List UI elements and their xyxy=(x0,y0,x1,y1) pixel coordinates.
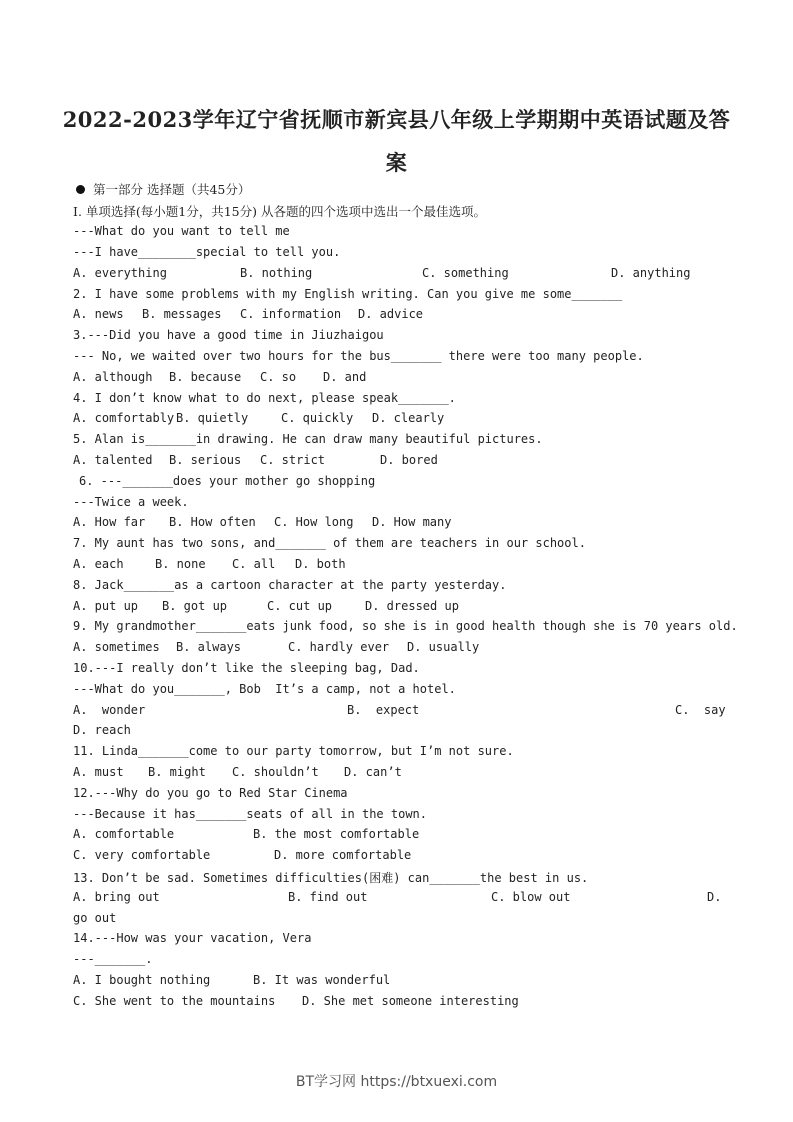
question-9-option-a: A. sometimes xyxy=(73,640,160,654)
question-14-option-c: C. She went to the mountains xyxy=(73,994,276,1008)
question-8-stem: 8. Jack_______as a cartoon character at the party yesterday. xyxy=(73,578,507,592)
question-11-option-d: D. can’t xyxy=(344,765,402,779)
question-3-option-b: B. because xyxy=(169,370,242,384)
question-8-option-c: C. cut up xyxy=(267,599,333,613)
question-4-option-b: B. quietly xyxy=(176,411,249,425)
question-5-option-a: A. talented xyxy=(73,453,153,467)
question-9-option-d: D. usually xyxy=(407,640,480,654)
footer-watermark: BT学习网 https://btxuexi.com xyxy=(295,1074,498,1090)
question-6-line-2: ---Twice a week. xyxy=(73,495,189,509)
question-11-stem: 11. Linda_______come to our party tomorrow, but I’m not sure. xyxy=(73,744,514,758)
question-14-option-d: D. She met someone interesting xyxy=(302,994,519,1008)
document-title: 2022-2023学年辽宁省抚顺市新宾县八年级上学期期中英语试题及答 xyxy=(62,107,731,132)
question-12-option-d: D. more comfortable xyxy=(274,848,412,862)
question-6-line-1: 6. ---_______does your mother go shopping xyxy=(79,474,376,488)
question-4-option-c: C. quickly xyxy=(281,411,354,425)
question-3-option-a: A. although xyxy=(73,370,153,384)
question-7-option-d: D. both xyxy=(295,557,346,571)
question-12-option-a: A. comfortable xyxy=(73,827,175,841)
question-14-option-b: B. It was wonderful xyxy=(253,973,391,987)
question-8-option-a: A. put up xyxy=(73,599,139,613)
question-8-option-b: B. got up xyxy=(162,599,228,613)
question-11-option-a: A. must xyxy=(73,765,124,779)
bullet-icon xyxy=(76,185,85,194)
question-4-stem: 4. I don’t know what to do next, please speak_______. xyxy=(73,391,456,405)
section-heading xyxy=(76,180,250,198)
question-6-option-a: A. How far xyxy=(73,515,146,529)
question-10-line-1: 10.---I really don’t like the sleeping bag, Dad. xyxy=(73,661,420,675)
question-4-option-d: D. clearly xyxy=(372,411,445,425)
question-8-option-d: D. dressed up xyxy=(365,599,459,613)
question-1-line-2: ---I have________special to tell you. xyxy=(73,245,341,259)
question-11-option-c: C. shouldn’t xyxy=(232,765,319,779)
question-13-stem: 13. Don’t be sad. Sometimes difficulties(困难) can_______the best in us. xyxy=(73,871,589,885)
question-9-stem: 9. My grandmother_______eats junk food, so she is in good health though she is 70 years old. xyxy=(73,619,738,633)
question-12-option-b: B. the most comfortable xyxy=(253,827,420,841)
question-14-line-2: ---_______. xyxy=(73,952,153,966)
question-9-option-c: C. hardly ever xyxy=(288,640,390,654)
question-6-option-d: D. How many xyxy=(372,515,452,529)
question-5-stem: 5. Alan is_______in drawing. He can draw many beautiful pictures. xyxy=(73,432,543,446)
question-7-option-c: C. all xyxy=(232,557,276,571)
question-2-option-a: A. news xyxy=(73,307,124,321)
question-7-stem: 7. My aunt has two sons, and_______ of them are teachers in our school. xyxy=(73,536,586,550)
question-5-option-c: C. strict xyxy=(260,453,326,467)
question-14-option-a: A. I bought nothing xyxy=(73,973,211,987)
question-4-option-a: A. comfortably xyxy=(73,411,175,425)
question-1-option-c: C. something xyxy=(422,266,509,280)
question-14-line-1: 14.---How was your vacation, Vera xyxy=(73,931,312,945)
question-3-option-c: C. so xyxy=(260,370,297,384)
question-10-option-d: D. reach xyxy=(73,723,131,737)
question-10-line-2: ---What do you_______, Bob It’s a camp, not a hotel. xyxy=(73,682,456,696)
question-1-line-1: ---What do you want to tell me xyxy=(73,224,290,238)
question-3-line-1: 3.---Did you have a good time in Jiuzhaigou xyxy=(73,328,384,342)
question-2-option-d: D. advice xyxy=(358,307,424,321)
question-5-option-d: D. bored xyxy=(380,453,438,467)
section-heading-text: 第一部分 选择题（共45分） xyxy=(93,182,251,197)
question-10-option-b: B. expect xyxy=(347,703,420,717)
question-12-line-1: 12.---Why do you go to Red Star Cinema xyxy=(73,786,348,800)
question-7-option-a: A. each xyxy=(73,557,124,571)
question-10-option-a: A. wonder xyxy=(73,703,146,717)
question-13-option-b: B. find out xyxy=(288,890,368,904)
question-6-option-b: B. How often xyxy=(169,515,256,529)
question-13-option-a: A. bring out xyxy=(73,890,160,904)
question-13-option-d: D. xyxy=(707,890,722,904)
question-11-option-b: B. might xyxy=(148,765,206,779)
question-3-option-d: D. and xyxy=(323,370,367,384)
question-13-option-c: C. blow out xyxy=(491,890,571,904)
document-title-continued: 案 xyxy=(385,150,408,175)
question-2-option-c: C. information xyxy=(240,307,342,321)
question-2-stem: 2. I have some problems with my English writing. Can you give me some_______ xyxy=(73,287,623,301)
question-10-option-c: C. say xyxy=(675,703,726,717)
question-1-option-a: A. everything xyxy=(73,266,167,280)
question-3-line-2: --- No, we waited over two hours for the bus_______ there were too many people. xyxy=(73,349,644,363)
question-1-option-d: D. anything xyxy=(611,266,691,280)
question-1-option-b: B. nothing xyxy=(240,266,313,280)
instruction-text: Ⅰ. 单项选择(每小题1分，共15分) 从各题的四个选项中选出一个最佳选项。 xyxy=(73,204,486,219)
question-6-option-c: C. How long xyxy=(274,515,354,529)
question-5-option-b: B. serious xyxy=(169,453,242,467)
question-2-option-b: B. messages xyxy=(142,307,222,321)
question-7-option-b: B. none xyxy=(155,557,206,571)
question-12-option-c: C. very comfortable xyxy=(73,848,211,862)
question-13-option-d-text: go out xyxy=(73,911,117,925)
question-9-option-b: B. always xyxy=(176,640,242,654)
question-12-line-2: ---Because it has_______seats of all in the town. xyxy=(73,807,428,821)
